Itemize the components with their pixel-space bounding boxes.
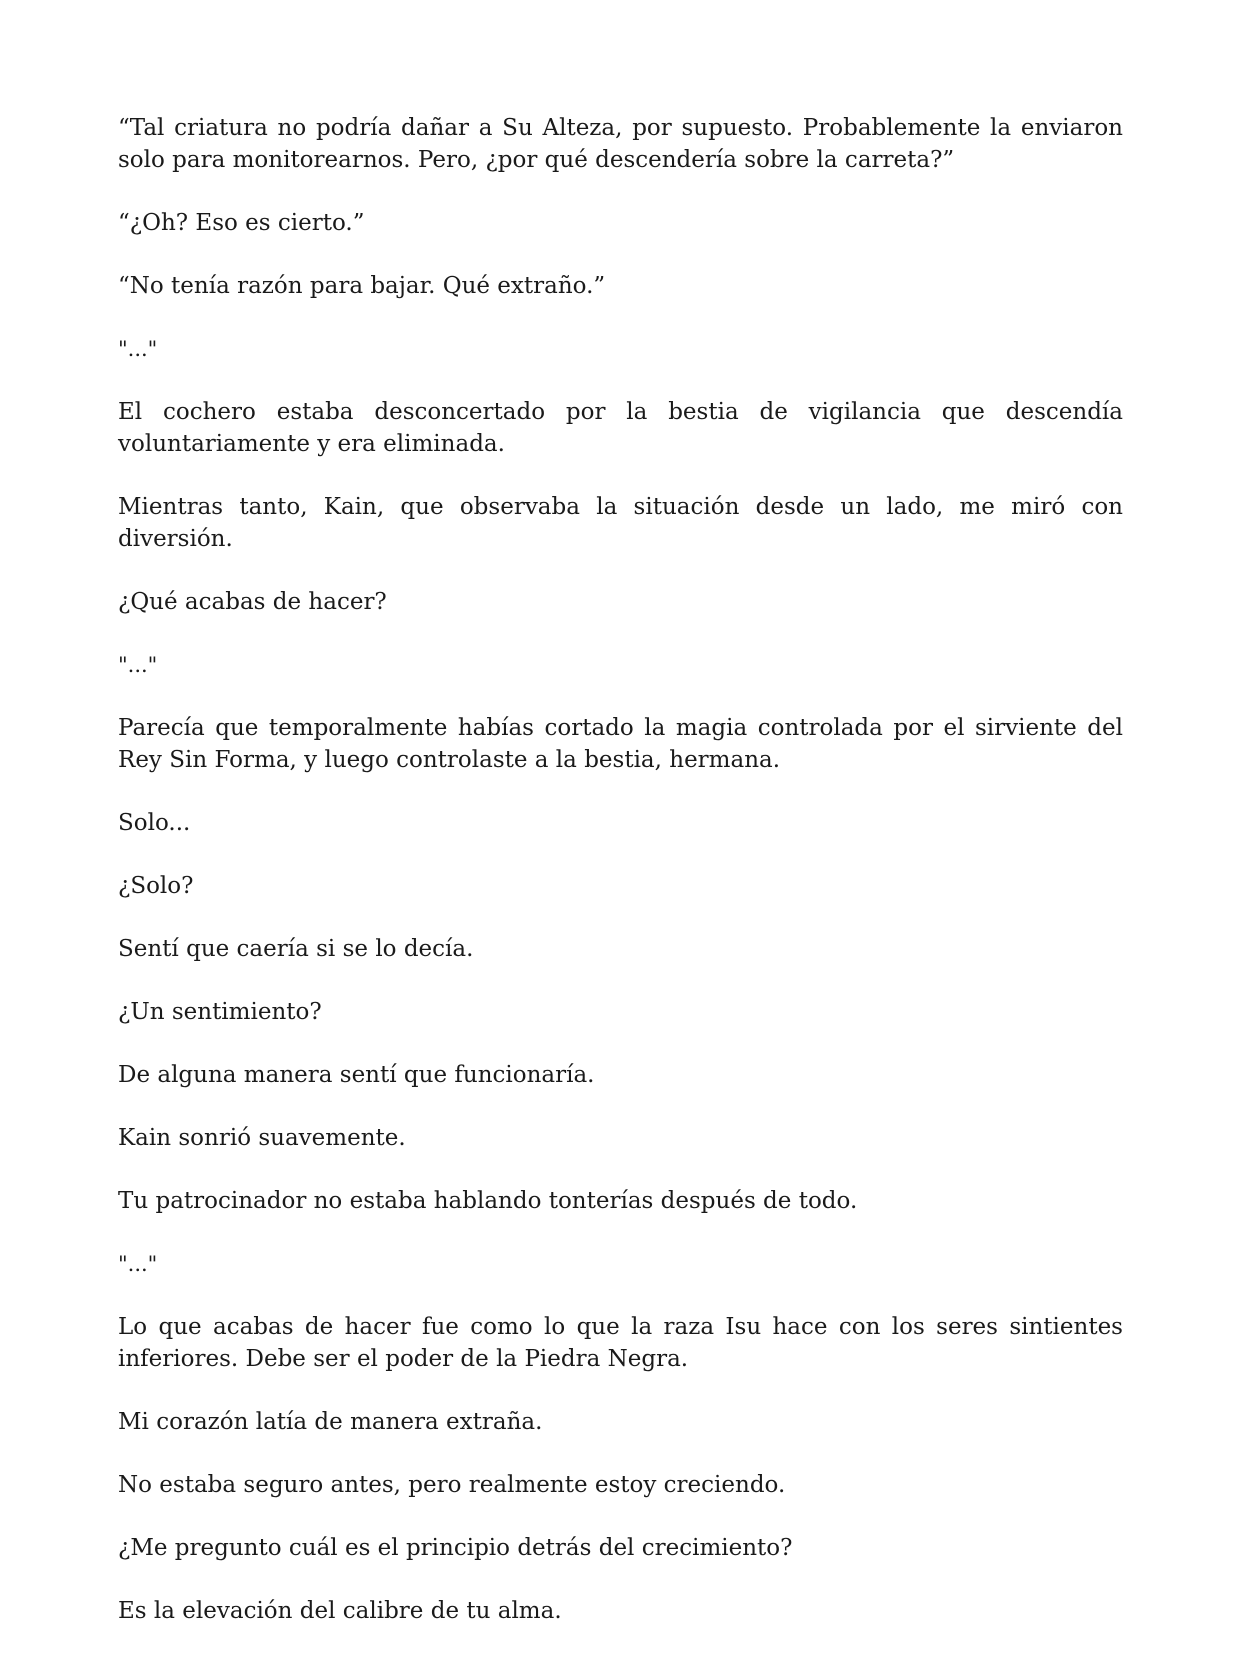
paragraph: El cochero estaba desconcertado por la bestia de vigilancia que descendía voluntariamente y era eliminada. xyxy=(118,399,1123,457)
document-body xyxy=(118,112,1123,1658)
paragraph: Sentí que caería si se lo decía. xyxy=(118,936,474,962)
paragraph: No estaba seguro antes, pero realmente estoy creciendo. xyxy=(118,1472,786,1498)
paragraph: "..." xyxy=(118,1252,158,1276)
paragraph: ¿Solo? xyxy=(118,873,194,899)
paragraph: Tu patrocinador no estaba hablando tonterías después de todo. xyxy=(118,1188,858,1214)
paragraph: ¿Un sentimiento? xyxy=(118,999,322,1025)
paragraph: Parecía que temporalmente habías cortado la magia controlada por el sirviente del Rey Sin Forma, y luego controlaste a la bestia, hermana. xyxy=(118,715,1123,773)
paragraph: “Tal criatura no podría dañar a Su Alteza, por supuesto. Probablemente la enviaron solo para monitorearnos. Pero, ¿por qué descendería sobre la carreta?” xyxy=(118,115,1123,173)
paragraph: ¿Me pregunto cuál es el principio detrás del crecimiento? xyxy=(118,1535,793,1561)
paragraph: Mientras tanto, Kain, que observaba la situación desde un lado, me miró con diversión. xyxy=(118,494,1123,552)
paragraph: “No tenía razón para bajar. Qué extraño.” xyxy=(118,273,606,299)
paragraph: "..." xyxy=(118,653,158,677)
paragraph: "..." xyxy=(118,337,158,361)
paragraph: “¿Oh? Eso es cierto.” xyxy=(118,210,365,236)
paragraph: De alguna manera sentí que funcionaría. xyxy=(118,1062,595,1088)
paragraph: Es la elevación del calibre de tu alma. xyxy=(118,1598,562,1624)
paragraph: Lo que acabas de hacer fue como lo que la raza Isu hace con los seres sintientes inferiores. Debe ser el poder de la Piedra Negra. xyxy=(118,1314,1123,1372)
paragraph: Kain sonrió suavemente. xyxy=(118,1125,406,1151)
paragraph: Solo... xyxy=(118,810,191,836)
paragraph: ¿Qué acabas de hacer? xyxy=(118,589,387,615)
paragraph: Mi corazón latía de manera extraña. xyxy=(118,1409,543,1435)
